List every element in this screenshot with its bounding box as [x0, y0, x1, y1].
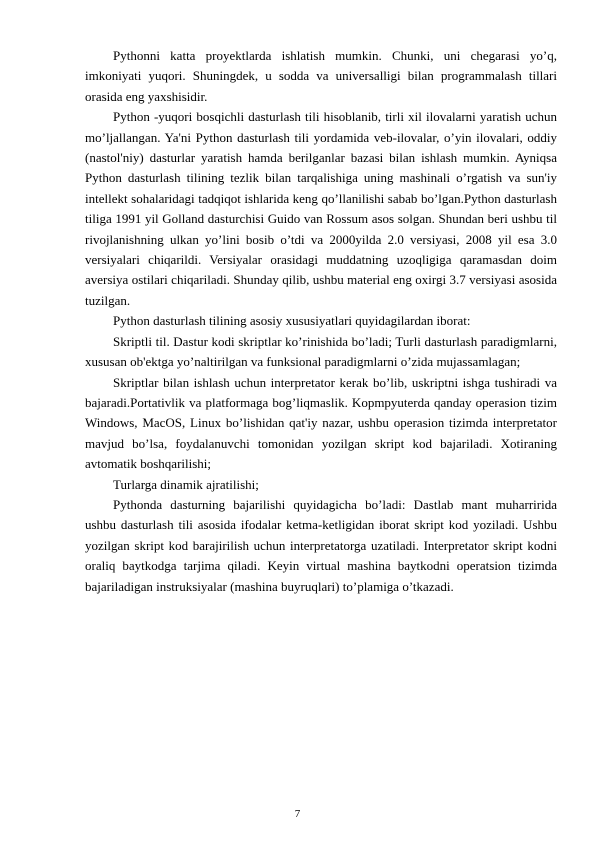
paragraph-execution-process: Pythonda dasturning bajarilishi quyidagicha bo’ladi: Dastlab mant muharririda ushbu dasturlash tili asosida ifodalar ketma-ketligidan iborat skript kod yoziladi. Ushbu yozilgan skript kod barajirilish uchun interpretatorga uzatiladi. Interpretator skript kodni oraliq baytkodga tarjima qiladi. Keyin virtual mashina baytkodni operatsion tizimda bajariladigan instruksiyalar (mashina buyruqlari) to’plamiga o’tkazadi.	[85, 496, 557, 594]
page-number: 7	[294, 808, 301, 820]
paragraph-dynamic-typing: Turlarga dinamik ajratilishi;	[113, 476, 259, 492]
paragraph-interpreter-portability: Skriptlar bilan ishlash uchun interpretator kerak bo’lib, uskriptni ishga tushiradi va bajaradi.Portativlik va platformaga bog’liqmaslik. Kopmpyuterda qanday operasion tizim Windows, MacOS, Linux bo’lishidan qat'iy nazar, ushbu operasion tizimda interpretator mavjud bo’lsa, foydalanuvchi tomonidan yozilgan skript kod bajariladi. Xotiraning avtomatik boshqarilishi;	[85, 374, 557, 472]
document-body	[85, 46, 557, 597]
paragraph-scripting-language: Skriptli til. Dastur kodi skriptlar ko’rinishida bo’ladi; Turli dasturlash paradigmlarni, xususan ob'ektga yo’naltirilgan va funksional paradigmlarni o’zida mujassamlagan;	[85, 333, 557, 370]
paragraph-features-heading: Python dasturlash tilining asosiy xususiyatlari quyidagilardan iborat:	[113, 313, 471, 329]
paragraph-python-history: Python -yuqori bosqichli dasturlash tili hisoblanib, tirli xil ilovalarni yaratish uchun mo’ljallangan. Ya'ni Python dasturlash tili yordamida veb-ilovalar, o’yin ilovalari, oddiy (nastol'niy) dasturlar yaratish hamda berilganlar bazasi bilan ishlash mumkin. Ayniqsa Python dasturlash tilining tezlik bilan tarqalishiga uning mashinali o’rgatish va sun'iy intellekt sohalaridagi tadqiqot ishlarida keng qo’llanilishi sabab bo’lgan.Python dasturlash tiliga 1991 yil Golland dasturchisi Guido van Rossum asos solgan. Shundan beri ushbu til rivojlanishning ulkan yo’lini bosib o’tdi va 2000yilda 2.0 versiyasi, 2008 yil esa 3.0 versiyalari chiqarildi. Versiyalar orasidagi muddatning uzoqligiga qaramasdan doim aversiya ostilari chiqariladi. Shunday qilib, ushbu material eng oxirgi 3.7 versiyasi asosida tuzilgan.	[85, 109, 557, 308]
paragraph-intro: Pythonni katta proyektlarda ishlatish mumkin. Chunki, uni chegarasi yo’q, imkoniyati yuqori. Shuningdek, u sodda va universalligi bilan programmalash tillari orasida eng yaxshisidir.	[85, 48, 557, 104]
